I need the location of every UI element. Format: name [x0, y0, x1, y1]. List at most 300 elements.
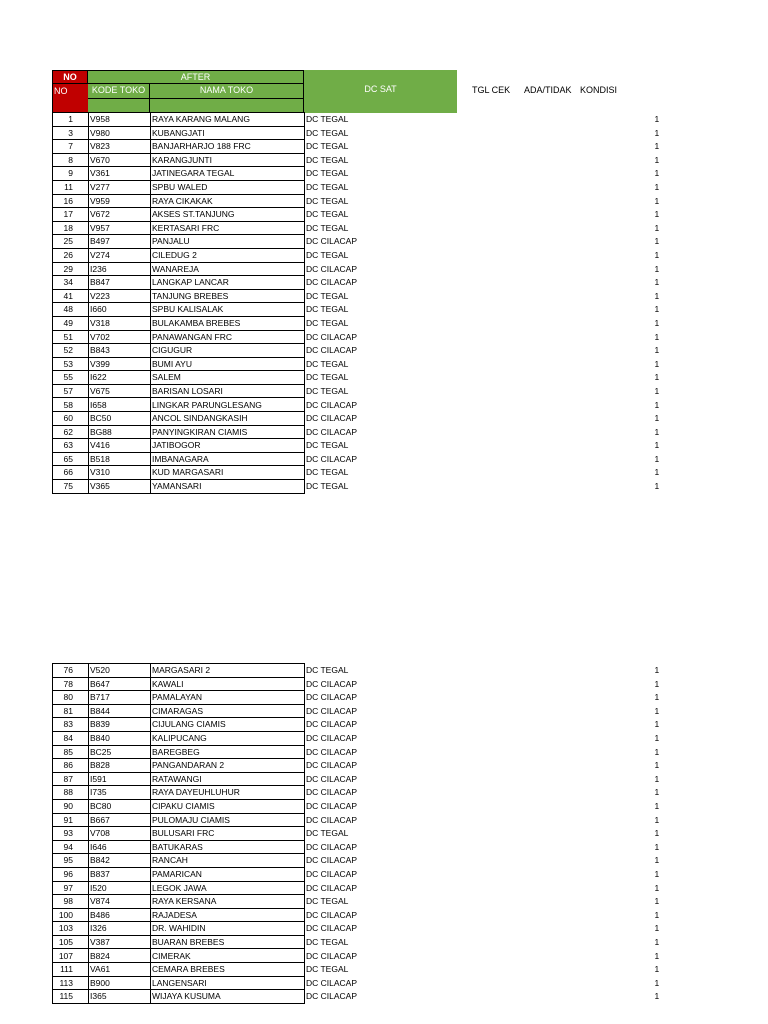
ada-tidak-cell[interactable]: 1 — [654, 317, 660, 328]
row-no-cell[interactable]: 78 — [53, 677, 89, 691]
kode-toko-cell[interactable]: I646 — [89, 840, 151, 854]
kode-toko-cell[interactable]: V957 — [89, 221, 151, 235]
row-no-cell[interactable]: 63 — [53, 439, 89, 453]
dc-cell[interactable]: DC TEGAL — [306, 209, 349, 220]
kode-toko-cell[interactable]: V958 — [89, 113, 151, 127]
kode-toko-cell[interactable]: BC80 — [89, 799, 151, 813]
nama-toko-cell[interactable]: JATINEGARA TEGAL — [151, 167, 305, 181]
dc-cell[interactable]: DC CILACAP — [306, 413, 358, 424]
row-no-cell[interactable]: 41 — [53, 289, 89, 303]
ada-tidak-cell[interactable]: 1 — [654, 345, 660, 356]
kode-toko-cell[interactable]: BG88 — [89, 425, 151, 439]
empty-cell[interactable] — [458, 976, 654, 990]
dc-cell[interactable]: DC TEGAL — [306, 317, 349, 328]
kode-toko-cell[interactable]: B647 — [89, 677, 151, 691]
nama-toko-cell[interactable]: KERTASARI FRC — [151, 221, 305, 235]
kode-toko-cell[interactable]: B842 — [89, 854, 151, 868]
nama-toko-cell[interactable]: WIJAYA KUSUMA — [151, 990, 305, 1004]
kode-toko-cell[interactable]: I236 — [89, 262, 151, 276]
row-no-cell[interactable]: 96 — [53, 867, 89, 881]
kode-toko-cell[interactable]: V365 — [89, 480, 151, 494]
kode-toko-cell[interactable]: B844 — [89, 704, 151, 718]
kode-toko-cell[interactable]: BC50 — [89, 412, 151, 426]
empty-cell[interactable] — [458, 126, 654, 140]
row-no-cell[interactable]: 51 — [53, 330, 89, 344]
ada-tidak-cell[interactable]: 1 — [654, 114, 660, 125]
kode-toko-cell[interactable]: V399 — [89, 357, 151, 371]
dc-cell[interactable]: DC CILACAP — [306, 882, 358, 893]
kode-toko-cell[interactable]: B497 — [89, 235, 151, 249]
nama-toko-cell[interactable]: CIPAKU CIAMIS — [151, 799, 305, 813]
empty-cell[interactable] — [458, 881, 654, 895]
kode-toko-cell[interactable]: V675 — [89, 384, 151, 398]
nama-toko-cell[interactable]: LANGKAP LANCAR — [151, 276, 305, 290]
dc-cell[interactable]: DC TEGAL — [306, 195, 349, 206]
row-no-cell[interactable]: 87 — [53, 772, 89, 786]
kode-toko-cell[interactable]: B900 — [89, 976, 151, 990]
empty-cell[interactable] — [458, 990, 654, 1004]
row-no-cell[interactable]: 91 — [53, 813, 89, 827]
dc-cell[interactable]: DC CILACAP — [306, 800, 358, 811]
nama-toko-cell[interactable]: BULAKAMBA BREBES — [151, 316, 305, 330]
ada-tidak-cell[interactable]: 1 — [654, 773, 660, 784]
empty-cell[interactable] — [458, 813, 654, 827]
nama-toko-cell[interactable]: KALIPUCANG — [151, 731, 305, 745]
empty-cell[interactable] — [458, 412, 654, 426]
empty-cell[interactable] — [458, 691, 654, 705]
kode-toko-cell[interactable]: V274 — [89, 248, 151, 262]
dc-cell[interactable]: DC CILACAP — [306, 760, 358, 771]
ada-tidak-cell[interactable]: 1 — [654, 399, 660, 410]
ada-tidak-cell[interactable]: 1 — [654, 358, 660, 369]
row-no-cell[interactable]: 86 — [53, 759, 89, 773]
empty-cell[interactable] — [458, 745, 654, 759]
row-no-cell[interactable]: 90 — [53, 799, 89, 813]
nama-toko-cell[interactable]: PULOMAJU CIAMIS — [151, 813, 305, 827]
row-no-cell[interactable]: 18 — [53, 221, 89, 235]
row-no-cell[interactable]: 55 — [53, 371, 89, 385]
ada-tidak-cell[interactable]: 1 — [654, 964, 660, 975]
ada-tidak-cell[interactable]: 1 — [654, 841, 660, 852]
row-no-cell[interactable]: 88 — [53, 786, 89, 800]
nama-toko-cell[interactable]: CILEDUG 2 — [151, 248, 305, 262]
row-no-cell[interactable]: 93 — [53, 827, 89, 841]
nama-toko-cell[interactable]: RATAWANGI — [151, 772, 305, 786]
empty-cell[interactable] — [458, 357, 654, 371]
dc-cell[interactable]: DC CILACAP — [306, 855, 358, 866]
empty-cell[interactable] — [458, 867, 654, 881]
ada-tidak-cell[interactable]: 1 — [654, 195, 660, 206]
row-no-cell[interactable]: 57 — [53, 384, 89, 398]
ada-tidak-cell[interactable]: 1 — [654, 692, 660, 703]
nama-toko-cell[interactable]: AKSES ST.TANJUNG — [151, 208, 305, 222]
row-no-cell[interactable]: 85 — [53, 745, 89, 759]
empty-cell[interactable] — [458, 772, 654, 786]
nama-toko-cell[interactable]: RAJADESA — [151, 908, 305, 922]
nama-toko-cell[interactable]: TANJUNG BREBES — [151, 289, 305, 303]
nama-toko-cell[interactable]: CIGUGUR — [151, 344, 305, 358]
empty-cell[interactable] — [458, 208, 654, 222]
nama-toko-cell[interactable]: BUMI AYU — [151, 357, 305, 371]
nama-toko-cell[interactable]: KUBANGJATI — [151, 126, 305, 140]
ada-tidak-cell[interactable]: 1 — [654, 977, 660, 988]
empty-cell[interactable] — [458, 840, 654, 854]
nama-toko-cell[interactable]: RANCAH — [151, 854, 305, 868]
dc-cell[interactable]: DC CILACAP — [306, 814, 358, 825]
empty-cell[interactable] — [458, 963, 654, 977]
empty-cell[interactable] — [458, 398, 654, 412]
empty-cell[interactable] — [458, 718, 654, 732]
ada-tidak-cell[interactable]: 1 — [654, 665, 660, 676]
row-no-cell[interactable]: 115 — [53, 990, 89, 1004]
dc-cell[interactable]: DC CILACAP — [306, 746, 358, 757]
kode-toko-cell[interactable]: V708 — [89, 827, 151, 841]
dc-cell[interactable]: DC CILACAP — [306, 705, 358, 716]
ada-tidak-cell[interactable]: 1 — [654, 277, 660, 288]
dc-cell[interactable]: DC TEGAL — [306, 828, 349, 839]
empty-cell[interactable] — [458, 466, 654, 480]
kode-toko-cell[interactable]: B828 — [89, 759, 151, 773]
ada-tidak-cell[interactable]: 1 — [654, 950, 660, 961]
dc-cell[interactable]: DC CILACAP — [306, 787, 358, 798]
empty-cell[interactable] — [458, 303, 654, 317]
dc-cell[interactable]: DC TEGAL — [306, 481, 349, 492]
kode-toko-cell[interactable]: V318 — [89, 316, 151, 330]
dc-cell[interactable]: DC TEGAL — [306, 964, 349, 975]
row-no-cell[interactable]: 52 — [53, 344, 89, 358]
dc-cell[interactable]: DC TEGAL — [306, 290, 349, 301]
empty-cell[interactable] — [458, 167, 654, 181]
ada-tidak-cell[interactable]: 1 — [654, 453, 660, 464]
row-no-cell[interactable]: 3 — [53, 126, 89, 140]
kode-toko-cell[interactable]: V361 — [89, 167, 151, 181]
row-no-cell[interactable]: 80 — [53, 691, 89, 705]
ada-tidak-cell[interactable]: 1 — [654, 855, 660, 866]
row-no-cell[interactable]: 17 — [53, 208, 89, 222]
nama-toko-cell[interactable]: IMBANAGARA — [151, 452, 305, 466]
kode-toko-cell[interactable]: V959 — [89, 194, 151, 208]
row-no-cell[interactable]: 7 — [53, 140, 89, 154]
nama-toko-cell[interactable]: JATIBOGOR — [151, 439, 305, 453]
ada-tidak-cell[interactable]: 1 — [654, 678, 660, 689]
dc-cell[interactable]: DC CILACAP — [306, 773, 358, 784]
dc-cell[interactable]: DC CILACAP — [306, 923, 358, 934]
dc-cell[interactable]: DC CILACAP — [306, 678, 358, 689]
kode-toko-cell[interactable]: V874 — [89, 895, 151, 909]
empty-cell[interactable] — [458, 854, 654, 868]
dc-cell[interactable]: DC CILACAP — [306, 909, 358, 920]
ada-tidak-cell[interactable]: 1 — [654, 814, 660, 825]
nama-toko-cell[interactable]: CIMERAK — [151, 949, 305, 963]
empty-cell[interactable] — [458, 759, 654, 773]
empty-cell[interactable] — [458, 908, 654, 922]
row-no-cell[interactable]: 29 — [53, 262, 89, 276]
row-no-cell[interactable]: 65 — [53, 452, 89, 466]
row-no-cell[interactable]: 105 — [53, 935, 89, 949]
kode-toko-cell[interactable]: I520 — [89, 881, 151, 895]
dc-cell[interactable]: DC CILACAP — [306, 263, 358, 274]
row-no-cell[interactable]: 11 — [53, 180, 89, 194]
empty-cell[interactable] — [458, 221, 654, 235]
empty-cell[interactable] — [458, 276, 654, 290]
dc-cell[interactable]: DC CILACAP — [306, 453, 358, 464]
ada-tidak-cell[interactable]: 1 — [654, 426, 660, 437]
nama-toko-cell[interactable]: SPBU WALED — [151, 180, 305, 194]
ada-tidak-cell[interactable]: 1 — [654, 290, 660, 301]
ada-tidak-cell[interactable]: 1 — [654, 991, 660, 1002]
kode-toko-cell[interactable]: I735 — [89, 786, 151, 800]
dc-cell[interactable]: DC TEGAL — [306, 127, 349, 138]
dc-cell[interactable]: DC CILACAP — [306, 868, 358, 879]
dc-cell[interactable]: DC TEGAL — [306, 385, 349, 396]
nama-toko-cell[interactable]: RAYA DAYEUHLUHUR — [151, 786, 305, 800]
dc-cell[interactable]: DC CILACAP — [306, 426, 358, 437]
nama-toko-cell[interactable]: RAYA KERSANA — [151, 895, 305, 909]
empty-cell[interactable] — [458, 194, 654, 208]
dc-cell[interactable]: DC TEGAL — [306, 440, 349, 451]
ada-tidak-cell[interactable]: 1 — [654, 896, 660, 907]
dc-cell[interactable]: DC CILACAP — [306, 236, 358, 247]
empty-cell[interactable] — [458, 731, 654, 745]
empty-cell[interactable] — [458, 344, 654, 358]
dc-cell[interactable]: DC CILACAP — [306, 719, 358, 730]
empty-cell[interactable] — [458, 316, 654, 330]
ada-tidak-cell[interactable]: 1 — [654, 909, 660, 920]
row-no-cell[interactable]: 26 — [53, 248, 89, 262]
row-no-cell[interactable]: 8 — [53, 153, 89, 167]
empty-cell[interactable] — [458, 262, 654, 276]
nama-toko-cell[interactable]: PANGANDARAN 2 — [151, 759, 305, 773]
kode-toko-cell[interactable]: V387 — [89, 935, 151, 949]
ada-tidak-cell[interactable]: 1 — [654, 168, 660, 179]
kode-toko-cell[interactable]: VA61 — [89, 963, 151, 977]
nama-toko-cell[interactable]: MARGASARI 2 — [151, 664, 305, 678]
row-no-cell[interactable]: 97 — [53, 881, 89, 895]
row-no-cell[interactable]: 95 — [53, 854, 89, 868]
dc-cell[interactable]: DC CILACAP — [306, 950, 358, 961]
dc-cell[interactable]: DC CILACAP — [306, 331, 358, 342]
kode-toko-cell[interactable]: V223 — [89, 289, 151, 303]
ada-tidak-cell[interactable]: 1 — [654, 127, 660, 138]
ada-tidak-cell[interactable]: 1 — [654, 236, 660, 247]
dc-cell[interactable]: DC CILACAP — [306, 277, 358, 288]
row-no-cell[interactable]: 76 — [53, 664, 89, 678]
ada-tidak-cell[interactable]: 1 — [654, 936, 660, 947]
row-no-cell[interactable]: 48 — [53, 303, 89, 317]
ada-tidak-cell[interactable]: 1 — [654, 868, 660, 879]
empty-cell[interactable] — [458, 827, 654, 841]
empty-cell[interactable] — [458, 895, 654, 909]
row-no-cell[interactable]: 25 — [53, 235, 89, 249]
dc-cell[interactable]: DC CILACAP — [306, 991, 358, 1002]
ada-tidak-cell[interactable]: 1 — [654, 800, 660, 811]
kode-toko-cell[interactable]: BC25 — [89, 745, 151, 759]
ada-tidak-cell[interactable]: 1 — [654, 733, 660, 744]
kode-toko-cell[interactable]: V670 — [89, 153, 151, 167]
kode-toko-cell[interactable]: B847 — [89, 276, 151, 290]
ada-tidak-cell[interactable]: 1 — [654, 385, 660, 396]
nama-toko-cell[interactable]: ANCOL SINDANGKASIH — [151, 412, 305, 426]
nama-toko-cell[interactable]: WANAREJA — [151, 262, 305, 276]
kode-toko-cell[interactable]: V277 — [89, 180, 151, 194]
nama-toko-cell[interactable]: PANAWANGAN FRC — [151, 330, 305, 344]
dc-cell[interactable]: DC TEGAL — [306, 358, 349, 369]
nama-toko-cell[interactable]: PAMARICAN — [151, 867, 305, 881]
kode-toko-cell[interactable]: V823 — [89, 140, 151, 154]
ada-tidak-cell[interactable]: 1 — [654, 467, 660, 478]
row-no-cell[interactable]: 34 — [53, 276, 89, 290]
row-no-cell[interactable]: 107 — [53, 949, 89, 963]
kode-toko-cell[interactable]: I365 — [89, 990, 151, 1004]
empty-cell[interactable] — [458, 480, 654, 494]
ada-tidak-cell[interactable]: 1 — [654, 222, 660, 233]
kode-toko-cell[interactable]: I326 — [89, 922, 151, 936]
kode-toko-cell[interactable]: I591 — [89, 772, 151, 786]
row-no-cell[interactable]: 58 — [53, 398, 89, 412]
row-no-cell[interactable]: 83 — [53, 718, 89, 732]
dc-cell[interactable]: DC TEGAL — [306, 665, 349, 676]
dc-cell[interactable]: DC TEGAL — [306, 304, 349, 315]
dc-cell[interactable]: DC TEGAL — [306, 182, 349, 193]
empty-cell[interactable] — [458, 439, 654, 453]
ada-tidak-cell[interactable]: 1 — [654, 154, 660, 165]
nama-toko-cell[interactable]: BANJARHARJO 188 FRC — [151, 140, 305, 154]
dc-cell[interactable]: DC TEGAL — [306, 141, 349, 152]
kode-toko-cell[interactable]: I660 — [89, 303, 151, 317]
ada-tidak-cell[interactable]: 1 — [654, 141, 660, 152]
empty-cell[interactable] — [458, 799, 654, 813]
ada-tidak-cell[interactable]: 1 — [654, 923, 660, 934]
ada-tidak-cell[interactable]: 1 — [654, 828, 660, 839]
kode-toko-cell[interactable]: B824 — [89, 949, 151, 963]
dc-cell[interactable]: DC TEGAL — [306, 467, 349, 478]
kode-toko-cell[interactable]: B839 — [89, 718, 151, 732]
ada-tidak-cell[interactable]: 1 — [654, 746, 660, 757]
dc-cell[interactable]: DC TEGAL — [306, 372, 349, 383]
kode-toko-cell[interactable]: V520 — [89, 664, 151, 678]
empty-cell[interactable] — [458, 425, 654, 439]
empty-cell[interactable] — [458, 452, 654, 466]
kode-toko-cell[interactable]: B717 — [89, 691, 151, 705]
row-no-cell[interactable]: 66 — [53, 466, 89, 480]
nama-toko-cell[interactable]: BAREGBEG — [151, 745, 305, 759]
row-no-cell[interactable]: 98 — [53, 895, 89, 909]
ada-tidak-cell[interactable]: 1 — [654, 263, 660, 274]
row-no-cell[interactable]: 113 — [53, 976, 89, 990]
nama-toko-cell[interactable]: BUARAN BREBES — [151, 935, 305, 949]
empty-cell[interactable] — [458, 330, 654, 344]
row-no-cell[interactable]: 103 — [53, 922, 89, 936]
nama-toko-cell[interactable]: KARANGJUNTI — [151, 153, 305, 167]
dc-cell[interactable]: DC CILACAP — [306, 345, 358, 356]
nama-toko-cell[interactable]: PAMALAYAN — [151, 691, 305, 705]
empty-cell[interactable] — [458, 140, 654, 154]
row-no-cell[interactable]: 16 — [53, 194, 89, 208]
nama-toko-cell[interactable]: CIJULANG CIAMIS — [151, 718, 305, 732]
ada-tidak-cell[interactable]: 1 — [654, 440, 660, 451]
row-no-cell[interactable]: 75 — [53, 480, 89, 494]
empty-cell[interactable] — [458, 704, 654, 718]
nama-toko-cell[interactable]: PANYINGKIRAN CIAMIS — [151, 425, 305, 439]
empty-cell[interactable] — [458, 949, 654, 963]
kode-toko-cell[interactable]: B486 — [89, 908, 151, 922]
kode-toko-cell[interactable]: V416 — [89, 439, 151, 453]
nama-toko-cell[interactable]: LEGOK JAWA — [151, 881, 305, 895]
empty-cell[interactable] — [458, 935, 654, 949]
ada-tidak-cell[interactable]: 1 — [654, 481, 660, 492]
nama-toko-cell[interactable]: KAWALI — [151, 677, 305, 691]
kode-toko-cell[interactable]: B518 — [89, 452, 151, 466]
nama-toko-cell[interactable]: BATUKARAS — [151, 840, 305, 854]
kode-toko-cell[interactable]: B843 — [89, 344, 151, 358]
empty-cell[interactable] — [458, 922, 654, 936]
ada-tidak-cell[interactable]: 1 — [654, 882, 660, 893]
empty-cell[interactable] — [458, 384, 654, 398]
row-no-cell[interactable]: 94 — [53, 840, 89, 854]
empty-cell[interactable] — [458, 153, 654, 167]
nama-toko-cell[interactable]: CIMARAGAS — [151, 704, 305, 718]
empty-cell[interactable] — [458, 113, 654, 127]
ada-tidak-cell[interactable]: 1 — [654, 249, 660, 260]
empty-cell[interactable] — [458, 248, 654, 262]
dc-cell[interactable]: DC CILACAP — [306, 399, 358, 410]
dc-cell[interactable]: DC TEGAL — [306, 249, 349, 260]
kode-toko-cell[interactable]: I622 — [89, 371, 151, 385]
row-no-cell[interactable]: 81 — [53, 704, 89, 718]
kode-toko-cell[interactable]: B840 — [89, 731, 151, 745]
empty-cell[interactable] — [458, 664, 654, 678]
nama-toko-cell[interactable]: CEMARA BREBES — [151, 963, 305, 977]
ada-tidak-cell[interactable]: 1 — [654, 182, 660, 193]
nama-toko-cell[interactable]: SPBU KALISALAK — [151, 303, 305, 317]
row-no-cell[interactable]: 62 — [53, 425, 89, 439]
empty-cell[interactable] — [458, 289, 654, 303]
dc-cell[interactable]: DC TEGAL — [306, 222, 349, 233]
nama-toko-cell[interactable]: PANJALU — [151, 235, 305, 249]
ada-tidak-cell[interactable]: 1 — [654, 331, 660, 342]
dc-cell[interactable]: DC TEGAL — [306, 154, 349, 165]
row-no-cell[interactable]: 1 — [53, 113, 89, 127]
kode-toko-cell[interactable]: B667 — [89, 813, 151, 827]
empty-cell[interactable] — [458, 180, 654, 194]
row-no-cell[interactable]: 49 — [53, 316, 89, 330]
kode-toko-cell[interactable]: V672 — [89, 208, 151, 222]
kode-toko-cell[interactable]: V310 — [89, 466, 151, 480]
ada-tidak-cell[interactable]: 1 — [654, 719, 660, 730]
row-no-cell[interactable]: 60 — [53, 412, 89, 426]
dc-cell[interactable]: DC TEGAL — [306, 936, 349, 947]
dc-cell[interactable]: DC CILACAP — [306, 977, 358, 988]
empty-cell[interactable] — [458, 371, 654, 385]
ada-tidak-cell[interactable]: 1 — [654, 372, 660, 383]
ada-tidak-cell[interactable]: 1 — [654, 760, 660, 771]
row-no-cell[interactable]: 84 — [53, 731, 89, 745]
empty-cell[interactable] — [458, 677, 654, 691]
kode-toko-cell[interactable]: B837 — [89, 867, 151, 881]
nama-toko-cell[interactable]: KUD MARGASARI — [151, 466, 305, 480]
row-no-cell[interactable]: 100 — [53, 908, 89, 922]
ada-tidak-cell[interactable]: 1 — [654, 787, 660, 798]
nama-toko-cell[interactable]: LINGKAR PARUNGLESANG — [151, 398, 305, 412]
nama-toko-cell[interactable]: RAYA KARANG MALANG — [151, 113, 305, 127]
row-no-cell[interactable]: 9 — [53, 167, 89, 181]
nama-toko-cell[interactable]: YAMANSARI — [151, 480, 305, 494]
dc-cell[interactable]: DC TEGAL — [306, 168, 349, 179]
dc-cell[interactable]: DC TEGAL — [306, 114, 349, 125]
nama-toko-cell[interactable]: BARISAN LOSARI — [151, 384, 305, 398]
row-no-cell[interactable]: 111 — [53, 963, 89, 977]
dc-cell[interactable]: DC CILACAP — [306, 841, 358, 852]
